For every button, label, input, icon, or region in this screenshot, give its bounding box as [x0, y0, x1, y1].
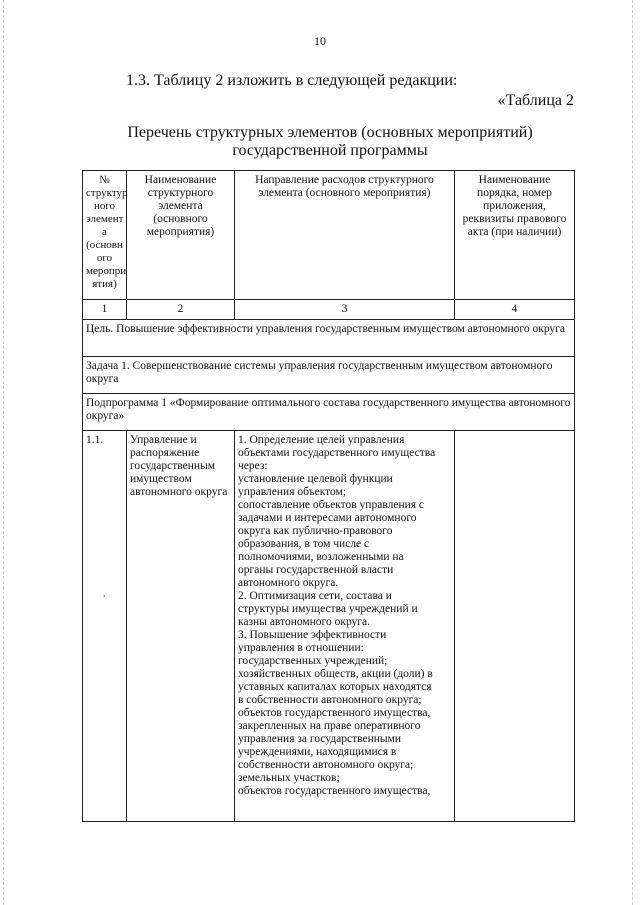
- direction-line: полномочиями, возложенными на: [238, 551, 404, 563]
- scan-speck: ,: [103, 588, 106, 599]
- column-number: 3: [235, 300, 455, 320]
- direction-line: автономного округа.: [238, 577, 339, 589]
- direction-line: учреждениями, находящимися в: [238, 746, 397, 758]
- direction-line: органы государственной власти: [238, 564, 394, 576]
- column-number: 1: [83, 300, 127, 320]
- goal-row: [83, 320, 575, 357]
- table-header-row: [83, 171, 575, 300]
- direction-line: закрепленных на праве оперативного: [238, 720, 421, 732]
- left-scan-edge: [3, 0, 4, 905]
- right-scan-edge: [632, 0, 633, 905]
- structural-elements-table: [82, 170, 575, 822]
- title-line-2: государственной программы: [232, 142, 428, 159]
- header-cell-number: [83, 171, 127, 300]
- direction-line: управления в отношении:: [238, 642, 364, 654]
- direction-line: установление целевой функции: [238, 473, 393, 485]
- goal-text: Цель. Повышение эффективности управления государственным имуществом автономного округа: [83, 320, 575, 357]
- direction-line: сопоставление объектов управления с: [238, 499, 425, 511]
- header-line: (основн: [86, 239, 123, 251]
- header-line: ного: [93, 200, 116, 212]
- subprogram-text: Подпрограмма 1 «Формирование оптимального состава государственного имущества автономного округа»: [83, 394, 575, 431]
- header-line: ого: [96, 252, 113, 264]
- direction-line: 1. Определение целей управления: [238, 434, 405, 446]
- header-line: ятия): [92, 278, 117, 290]
- header-line: элемент: [86, 213, 124, 225]
- title-line-1: Перечень структурных элементов (основных мероприятий): [127, 124, 533, 141]
- direction-line: управления объектом;: [238, 486, 347, 498]
- direction-line: через:: [238, 460, 268, 472]
- header-cell-name: Наименование структурного элемента (основного мероприятия): [127, 171, 235, 300]
- header-line: структур: [86, 187, 128, 199]
- header-line: меропри: [86, 265, 127, 277]
- table-reference: «Таблица 2: [497, 92, 574, 109]
- direction-line: государственных учреждений;: [238, 655, 388, 667]
- direction-line: объектами государственного имущества: [238, 447, 436, 459]
- direction-line: хозяйственных обществ, акции (доли) в: [238, 668, 433, 680]
- row-legal-act: [455, 431, 575, 822]
- task-text: Задача 1. Совершенствование системы управления государственным имуществом автономного округа: [83, 357, 575, 394]
- subprogram-row: [83, 394, 575, 431]
- header-cell-direction: Направление расходов структурного элемента (основного мероприятия): [235, 171, 455, 300]
- direction-line: уставных капиталах которых находятся: [238, 681, 432, 693]
- direction-line: задачами и интересами автономного: [238, 512, 417, 524]
- direction-line: 3. Повышение эффективности: [238, 629, 387, 641]
- header-line: №: [99, 174, 110, 186]
- column-numbers-row: [83, 300, 575, 320]
- table-row: [83, 431, 575, 822]
- direction-line: образования, в том числе с: [238, 538, 370, 550]
- direction-line: округа как публично-правового: [238, 525, 393, 537]
- direction-line: в собственности автономного округа;: [238, 694, 422, 706]
- column-number: 4: [455, 300, 575, 320]
- row-direction: [235, 431, 455, 822]
- page-number: 10: [314, 34, 326, 48]
- header-cell-act: Наименование порядка, номер приложения, реквизиты правового акта (при наличии): [455, 171, 575, 300]
- header-line: а: [102, 226, 107, 238]
- direction-line: земельных участков;: [238, 772, 340, 784]
- direction-line: объектов государственного имущества,: [238, 707, 431, 719]
- direction-line: структуры имущества учреждений и: [238, 603, 418, 615]
- direction-line: собственности автономного округа;: [238, 759, 414, 771]
- column-number: 2: [127, 300, 235, 320]
- instruction-text: 1.3. Таблицу 2 изложить в следующей редакции:: [126, 72, 458, 89]
- direction-line: управления за государственными: [238, 733, 402, 745]
- direction-line: казны автономного округа.: [238, 616, 370, 628]
- direction-line: 2. Оптимизация сети, состава и: [238, 590, 392, 602]
- direction-line: объектов государственного имущества,: [238, 785, 431, 797]
- row-number: 1.1.: [83, 431, 127, 822]
- task-row: [83, 357, 575, 394]
- row-element-name: Управление и распоряжение государственным имуществом автономного округа: [127, 431, 235, 822]
- document-title: [100, 124, 560, 160]
